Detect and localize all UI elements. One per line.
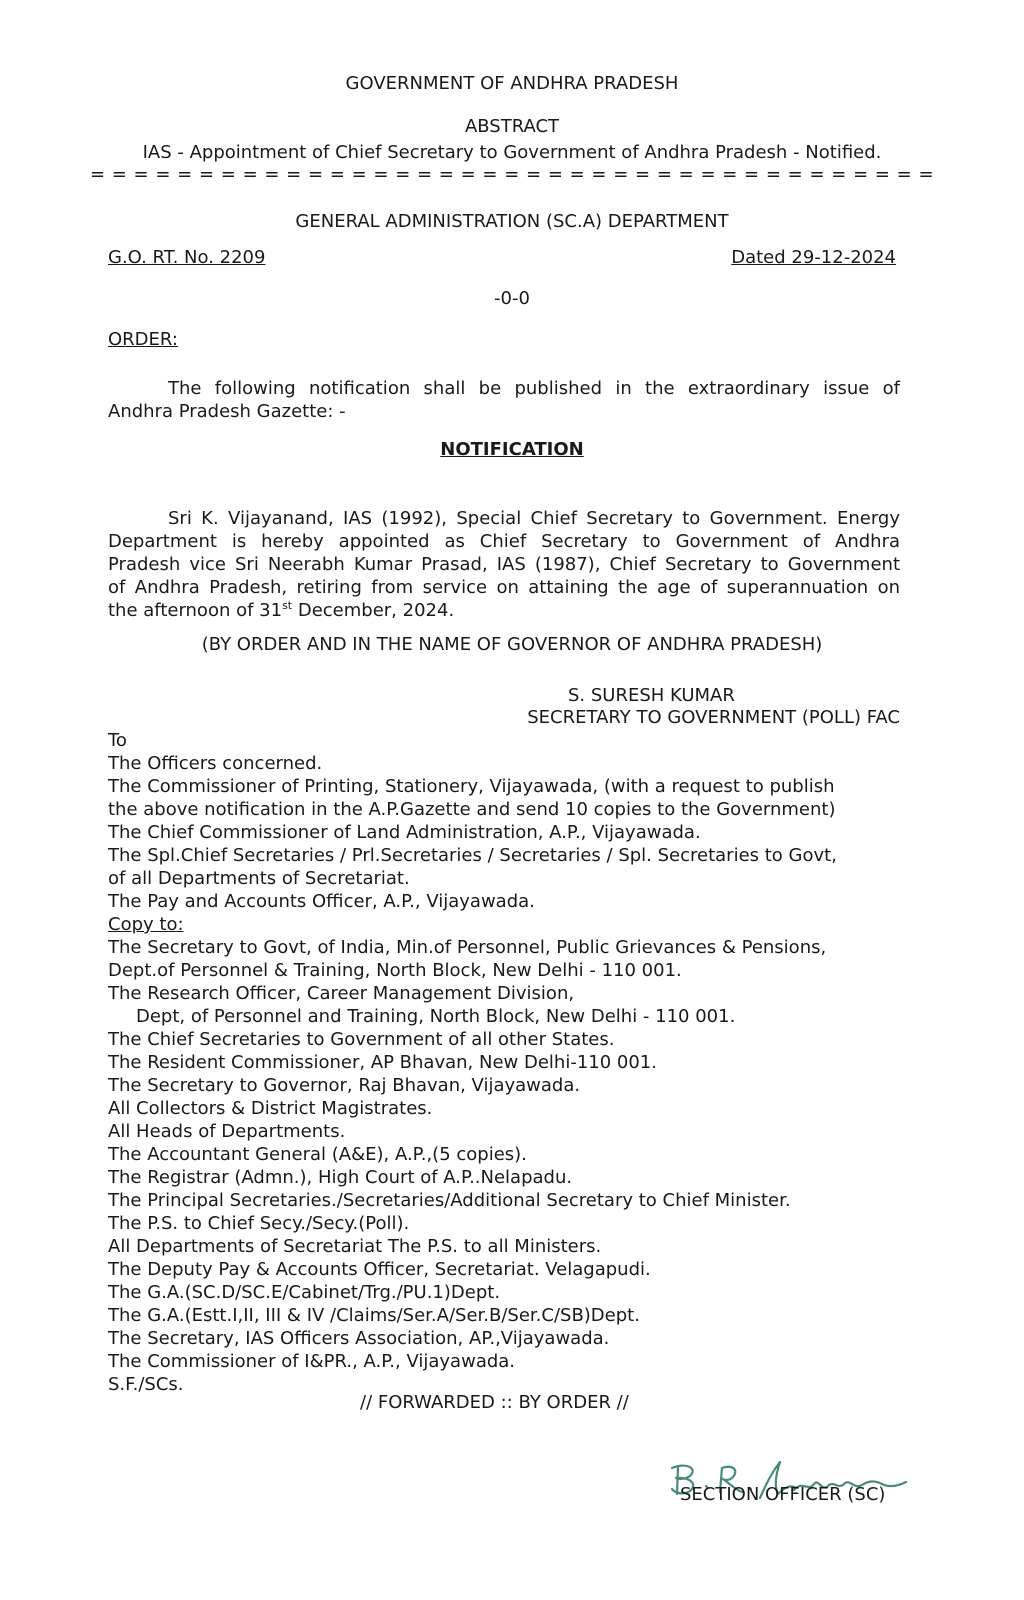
order-intro-line: The following notification shall be published in the extraordinary issue of	[168, 378, 900, 399]
copy-item: The G.A.(SC.D/SC.E/Cabinet/Trg./PU.1)Dept.	[108, 1282, 501, 1303]
copy-item: The Registrar (Admn.), High Court of A.P..Nelapadu.	[108, 1167, 573, 1188]
forwarded-line: // FORWARDED :: BY ORDER //	[360, 1392, 629, 1413]
to-item: The Chief Commissioner of Land Administration, A.P., Vijayawada.	[108, 822, 701, 843]
abstract-label: ABSTRACT	[464, 116, 560, 137]
copy-item: The Research Officer, Career Management Division,	[108, 983, 575, 1004]
go-number: G.O. RT. No. 2209	[108, 247, 266, 268]
copy-item: All Heads of Departments.	[108, 1121, 346, 1142]
to-item: The Commissioner of Printing, Stationery, Vijayawada, (with a request to publish	[108, 776, 835, 797]
distribution-list	[108, 729, 928, 1396]
copy-item: The Secretary to Govt, of India, Min.of Personnel, Public Grievances & Pensions,	[108, 937, 827, 958]
signatory-designation: SECRETARY TO GOVERNMENT (POLL) FAC	[527, 707, 900, 728]
notification-line: of Andhra Pradesh, retiring from service on attaining the age of superannuation on	[108, 577, 900, 598]
to-label: To	[108, 730, 127, 751]
department-heading: GENERAL ADMINISTRATION (SC.A) DEPARTMENT	[295, 211, 729, 232]
copy-item: The Chief Secretaries to Government of all other States.	[108, 1029, 615, 1050]
notification-line: the afternoon of 31st December, 2024.	[108, 599, 455, 621]
copy-item: All Departments of Secretariat The P.S. to all Ministers.	[108, 1236, 602, 1257]
notification-body	[108, 507, 900, 622]
divider-mark: -0-0	[494, 288, 530, 309]
copy-item: Dept.of Personnel & Training, North Block, New Delhi - 110 001.	[108, 960, 682, 981]
copy-item: The Commissioner of I&PR., A.P., Vijayawada.	[108, 1351, 516, 1372]
notification-line: Sri K. Vijayanand, IAS (1992), Special Chief Secretary to Government. Energy	[168, 508, 900, 529]
separator-line: = = = = = = = = = = = = = = = = = = = = = = = = = = = = = = = = = = = = = = =	[89, 164, 935, 185]
copy-item: All Collectors & District Magistrates.	[108, 1098, 433, 1119]
copy-item: The Secretary, IAS Officers Association, AP.,Vijayawada.	[108, 1328, 610, 1349]
copy-item: The P.S. to Chief Secy./Secy.(Poll).	[108, 1213, 410, 1234]
to-item: The Spl.Chief Secretaries / Prl.Secretaries / Secretaries / Spl. Secretaries to Govt,	[108, 845, 837, 866]
copy-item: The Deputy Pay & Accounts Officer, Secretariat. Velagapudi.	[108, 1259, 651, 1280]
copy-item: Dept, of Personnel and Training, North Block, New Delhi - 110 001.	[136, 1006, 736, 1027]
notification-line: Pradesh vice Sri Neerabh Kumar Prasad, IAS (1987), Chief Secretary to Government	[108, 554, 900, 575]
order-label: ORDER:	[108, 329, 178, 350]
by-order-line: (BY ORDER AND IN THE NAME OF GOVERNOR OF ANDHRA PRADESH)	[201, 634, 823, 655]
copy-item: S.F./SCs.	[108, 1374, 184, 1395]
signatory-name: S. SURESH KUMAR	[568, 685, 735, 706]
go-date: Dated 29-12-2024	[731, 247, 896, 268]
to-item: The Pay and Accounts Officer, A.P., Vijayawada.	[108, 891, 535, 912]
to-item: The Officers concerned.	[108, 753, 323, 774]
section-officer: SECTION OFFICER (SC)	[680, 1484, 886, 1505]
order-intro	[108, 377, 900, 423]
notification-title: NOTIFICATION	[440, 439, 584, 460]
government-heading: GOVERNMENT OF ANDHRA PRADESH	[345, 73, 679, 94]
copy-item: The Principal Secretaries./Secretaries/Additional Secretary to Chief Minister.	[108, 1190, 791, 1211]
copy-item: The G.A.(Estt.I,II, III & IV /Claims/Ser.A/Ser.B/Ser.C/SB)Dept.	[108, 1305, 640, 1326]
copy-item: The Secretary to Governor, Raj Bhavan, Vijayawada.	[108, 1075, 581, 1096]
copy-item: The Accountant General (A&E), A.P.,(5 copies).	[108, 1144, 527, 1165]
abstract-text: IAS - Appointment of Chief Secretary to Government of Andhra Pradesh - Notified.	[142, 142, 882, 163]
copy-to-label: Copy to:	[108, 914, 184, 935]
to-item: the above notification in the A.P.Gazette and send 10 copies to the Government)	[108, 799, 836, 820]
to-item: of all Departments of Secretariat.	[108, 868, 410, 889]
order-intro-line: Andhra Pradesh Gazette: -	[108, 401, 346, 422]
notification-line: Department is hereby appointed as Chief Secretary to Government of Andhra	[108, 531, 900, 552]
copy-item: The Resident Commissioner, AP Bhavan, New Delhi-110 001.	[108, 1052, 657, 1073]
